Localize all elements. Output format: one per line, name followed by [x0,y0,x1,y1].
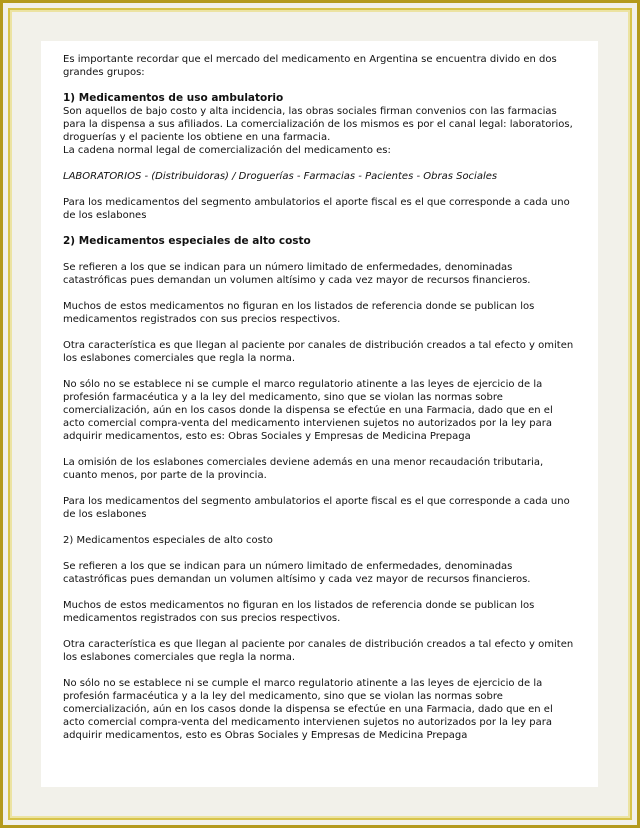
section1-heading: 1) Medicamentos de uso ambulatorio [63,92,284,104]
distribution-chain: LABORATORIOS - (Distribuidoras) / Droguerías - Farmacias - Pacientes - Obras Sociales [63,171,498,182]
repeat-heading: 2) Medicamentos especiales de alto costo [63,535,273,546]
repeat-paragraph-1: Se refieren a los que se indican para un número limitado de enfermedades, denominadas catastróficas pues demandan un volumen altísimo y cada vez mayor de recursos financieros. [63,561,531,585]
section1-paragraph: Son aquellos de bajo costo y alta incidencia, las obras sociales firman convenios con las farmacias para la dispensa a sus afiliados. La comercialización de los mismos es por el canal legal: laboratorios, droguerías y el paciente los obtiene en una farmacia. [63,106,573,143]
repeat-paragraph-2: Muchos de estos medicamentos no figuran en los listados de referencia donde se publican los medicamentos registrados con sus precios respectivos. [63,600,535,624]
chain-intro: La cadena normal legal de comercialización del medicamento es: [63,145,391,156]
section2-paragraph-1: Se refieren a los que se indican para un número limitado de enfermedades, denominadas catastróficas pues demandan un volumen altísimo y cada vez mayor de recursos financieros. [63,262,531,286]
repeat-paragraph-3: Otra característica es que llegan al paciente por canales de distribución creados a tal efecto y omiten los eslabones comerciales que regla la norma. [63,639,574,663]
document-page [41,41,598,787]
section2-heading: 2) Medicamentos especiales de alto costo [63,235,311,247]
section2-paragraph-2: Muchos de estos medicamentos no figuran en los listados de referencia donde se publican los medicamentos registrados con sus precios respectivos. [63,301,535,325]
section2-paragraph-3: Otra característica es que llegan al paciente por canales de distribución creados a tal efecto y omiten los eslabones comerciales que regla la norma. [63,340,574,364]
section2-paragraph-5: La omisión de los eslabones comerciales deviene además en una menor recaudación tributaria, cuanto menos, por parte de la provincia. [63,457,544,481]
section2-paragraph-4: No sólo no se establece ni se cumple el marco regulatorio atinente a las leyes de ejercicio de la profesión farmacéutica y a la ley del medicamento, sino que se violan las normas sobre comercialización, aún en los casos donde la dispensa se efectúe en una Farmacia, dado que en el acto comercial compra-venta del medicamento intervienen sujetos no autorizados por la ley para adquirir medicamentos, esto es: Obras Sociales y Empresas de Medicina Prepaga [63,379,553,442]
intro-paragraph: Es importante recordar que el mercado del medicamento en Argentina se encuentra divido en dos grandes grupos: [63,54,557,78]
repeat-fiscal-note: Para los medicamentos del segmento ambulatorios el aporte fiscal es el que corresponde a cada uno de los eslabones [63,496,570,520]
fiscal-note: Para los medicamentos del segmento ambulatorios el aporte fiscal es el que corresponde a cada uno de los eslabones [63,197,570,221]
repeat-paragraph-4: No sólo no se establece ni se cumple el marco regulatorio atinente a las leyes de ejercicio de la profesión farmacéutica y a la ley del medicamento, sino que se violan las normas sobre comercialización, aún en los casos donde la dispensa se efectúe en una Farmacia, dado que en el acto comercial compra-venta del medicamento intervienen sujetos no autorizados por la ley para adquirir medicamentos, esto es Obras Sociales y Empresas de Medicina Prepaga [63,678,553,741]
